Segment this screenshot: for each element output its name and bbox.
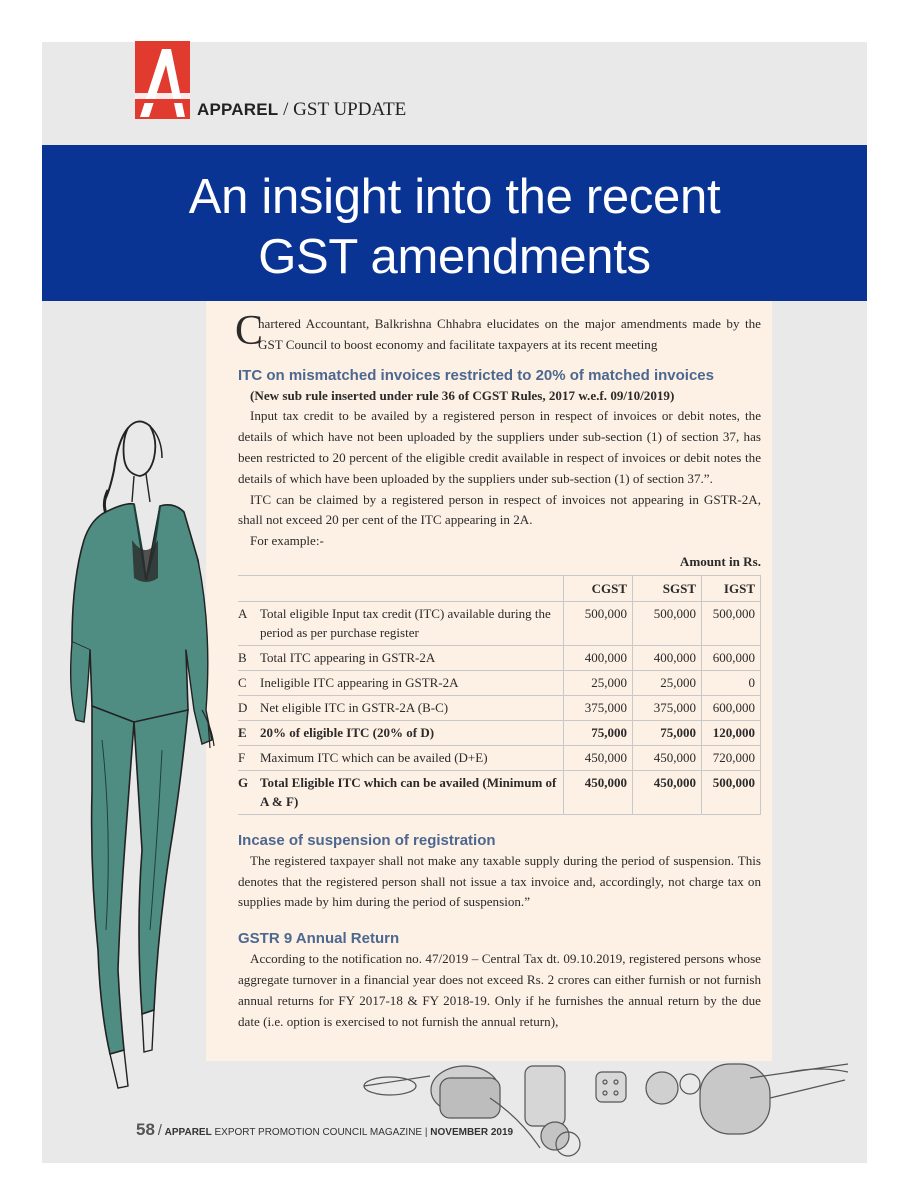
heading-gstr9: GSTR 9 Annual Return <box>238 930 400 948</box>
col-header-sgst: SGST <box>633 575 702 601</box>
cell-sgst: 450,000 <box>633 770 702 814</box>
rule-note: (New sub rule inserted under rule 36 of CGST Rules, 2017 w.e.f. 09/10/2019) <box>250 387 675 403</box>
cell-igst: 500,000 <box>702 770 761 814</box>
cell-sgst: 450,000 <box>633 745 702 770</box>
cell-igst: 600,000 <box>702 645 761 670</box>
intro-text: hartered Accountant, Balkrishna Chhabra elucidates on the major amendments made by the GST Council to boost economy and facilitate taxpayers at its recent meeting <box>258 316 761 352</box>
itc-table <box>238 575 761 815</box>
row-description: Total eligible Input tax credit (ITC) available during the period as per purchase register <box>255 601 564 645</box>
cell-cgst: 375,000 <box>564 695 633 720</box>
row-description: Maximum ITC which can be availed (D+E) <box>255 745 564 770</box>
section-label <box>197 99 406 121</box>
row-description: Total ITC appearing in GSTR-2A <box>255 645 564 670</box>
page-footer <box>136 1120 513 1140</box>
title-line-1: An insight into the recent <box>188 170 721 224</box>
row-description: Net eligible ITC in GSTR-2A (B-C) <box>255 695 564 720</box>
table-row <box>238 601 761 645</box>
title-line-2: GST amendments <box>258 230 651 284</box>
cell-cgst: 450,000 <box>564 745 633 770</box>
row-letter: C <box>238 670 255 695</box>
table-row <box>238 695 761 720</box>
table-row <box>238 645 761 670</box>
cell-cgst: 75,000 <box>564 720 633 745</box>
row-letter: D <box>238 695 255 720</box>
section-brand: APPAREL <box>197 100 279 119</box>
article-title <box>42 167 867 287</box>
footer-separator: | <box>424 1127 428 1138</box>
fashion-illustration <box>62 410 222 1090</box>
row-letter: E <box>238 720 255 745</box>
cell-igst: 500,000 <box>702 601 761 645</box>
table-header-blank <box>238 575 564 601</box>
table-row <box>238 670 761 695</box>
heading-suspension: Incase of suspension of registration <box>238 831 496 849</box>
row-letter: A <box>238 601 255 645</box>
heading-itc-mismatch: ITC on mismatched invoices restricted to 20% of matched invoices <box>238 366 714 384</box>
row-description: Ineligible ITC appearing in GSTR-2A <box>255 670 564 695</box>
cell-igst: 600,000 <box>702 695 761 720</box>
footer-issue: NOVEMBER 2019 <box>430 1127 514 1138</box>
magazine-logo <box>135 41 190 119</box>
table-row <box>238 720 761 745</box>
row-description: 20% of eligible ITC (20% of D) <box>255 720 564 745</box>
article-body <box>235 308 761 1032</box>
cell-sgst: 400,000 <box>633 645 702 670</box>
footer-slash: / <box>157 1122 162 1139</box>
cell-sgst: 500,000 <box>633 601 702 645</box>
cell-igst: 720,000 <box>702 745 761 770</box>
amount-unit-label: Amount in Rs. <box>679 553 761 569</box>
gstr9-paragraph: According to the notification no. 47/2019 – Central Tax dt. 09.10.2019, registered persons whose aggregate turnover in a financial year does not exceed Rs. 2 crores can either furnish or not furnish annual returns for FY 2017-18 & FY 2018-19. Only if he furnishes the annual return by the due date (i.e. option is exercised to not furnish the annual return), <box>238 951 761 1029</box>
drop-cap: C <box>235 308 264 354</box>
cell-cgst: 25,000 <box>564 670 633 695</box>
suspension-paragraph: The registered taxpayer shall not make any taxable supply during the period of suspension. This denotes that the registered person shall not issue a tax invoice and, accordingly, not charge tax on supplies made by him during the period of suspension.” <box>238 852 761 910</box>
itc-paragraph-1: Input tax credit to be availed by a registered person in respect of invoices or debit notes, the details of which have not been uploaded by the suppliers under sub-section (1) of section 37, has been restricted to 20 percent of the eligible credit available in respect of invoices or debit notes the details of which have been uploaded by the suppliers under sub-section (1) of section 37.”. <box>238 408 761 486</box>
cell-sgst: 375,000 <box>633 695 702 720</box>
cell-sgst: 75,000 <box>633 720 702 745</box>
cell-sgst: 25,000 <box>633 670 702 695</box>
title-banner <box>42 145 867 301</box>
section-name: / GST UPDATE <box>283 99 407 120</box>
table-row <box>238 770 761 814</box>
row-letter: G <box>238 770 255 814</box>
sewing-tools-illustration <box>350 1058 850 1158</box>
itc-paragraph-3: For example:- <box>250 533 324 549</box>
cell-cgst: 450,000 <box>564 770 633 814</box>
intro-paragraph <box>235 308 761 356</box>
row-description: Total Eligible ITC which can be availed (Minimum of A & F) <box>255 770 564 814</box>
row-letter: B <box>238 645 255 670</box>
itc-paragraph-2: ITC can be claimed by a registered person in respect of invoices not appearing in GSTR-2A, shall not exceed 20 per cent of the ITC appearing in 2A. <box>238 491 761 528</box>
cell-igst: 0 <box>702 670 761 695</box>
cell-cgst: 400,000 <box>564 645 633 670</box>
page-number: 58 <box>136 1120 155 1139</box>
cell-igst: 120,000 <box>702 720 761 745</box>
footer-magazine: EXPORT PROMOTION COUNCIL MAGAZINE <box>214 1127 423 1138</box>
table-row <box>238 745 761 770</box>
table-header-row <box>238 575 761 601</box>
col-header-cgst: CGST <box>564 575 633 601</box>
row-letter: F <box>238 745 255 770</box>
footer-brand: APPAREL <box>164 1127 212 1138</box>
col-header-igst: IGST <box>702 575 761 601</box>
cell-cgst: 500,000 <box>564 601 633 645</box>
